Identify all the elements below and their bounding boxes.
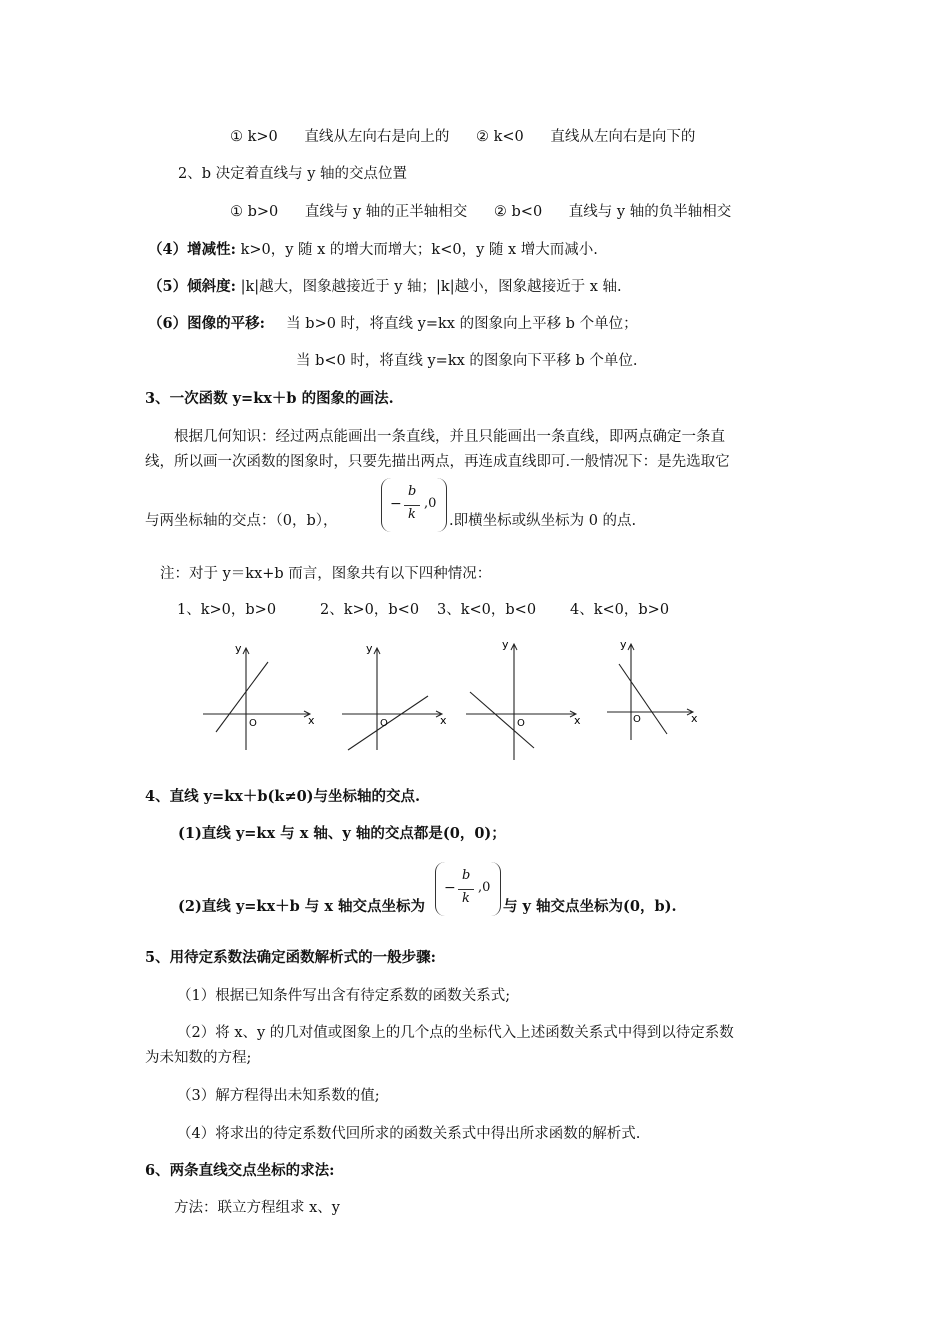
graph-case-4	[603, 634, 703, 744]
section-3-paragraph-line3-end: .即横坐标或纵坐标为 0 的点.	[449, 513, 637, 529]
property-translation-line2: 当 b<0 时，将直线 y=kx 的图象向下平移 b 个单位.	[296, 353, 638, 369]
fraction-bar	[404, 505, 420, 506]
formula-denominator: k	[408, 507, 416, 522]
origin-label: O	[633, 714, 641, 725]
section-5-step-4: （4）将求出的待定系数代回所求的函数关系式中得出所求函数的解析式.	[177, 1126, 641, 1142]
graph-case-3	[462, 634, 590, 764]
section-3-title: 3、一次函数 y=kx＋b 的图象的画法.	[145, 390, 394, 407]
formula-tail: ,0	[478, 880, 491, 895]
property-slope	[148, 277, 622, 297]
property-monotonicity	[148, 240, 598, 260]
property-translation-line1: 当 b>0 时，将直线 y=kx 的图象向上平移 b 个单位；	[286, 316, 638, 332]
property-translation-label: （6）图像的平移:	[148, 315, 265, 332]
b-positive-text: 直线与 y 轴的正半轴相交	[304, 204, 468, 220]
section-3-paragraph-line3-start: 与两坐标轴的交点：（0，b），	[145, 513, 338, 529]
section-4-item-1: (1)直线 y=kx 与 x 轴、y 轴的交点都是(0，0)；	[178, 825, 506, 842]
y-axis-label: y	[366, 642, 373, 655]
origin-label: O	[249, 718, 257, 729]
property-translation	[148, 314, 638, 334]
fraction-bar	[458, 889, 474, 890]
k-positive-text: 直线从左向右是向上的	[304, 129, 450, 145]
b-negative-label: ② b<0	[493, 204, 543, 220]
formula-numerator: b	[408, 484, 417, 499]
formula-denominator: k	[462, 891, 470, 906]
property-slope-text: |k|越大，图象越接近于 y 轴；|k|越小，图象越接近于 x 轴.	[240, 279, 622, 295]
property-monotonicity-text: k>0，y 随 x 的增大而增大；k<0，y 随 x 增大而减小.	[240, 242, 598, 258]
property-monotonicity-label: （4）增减性:	[148, 241, 236, 258]
x-axis-label: x	[440, 714, 447, 727]
function-line	[619, 664, 667, 734]
formula-numerator: b	[462, 868, 471, 883]
origin-label: O	[517, 718, 525, 729]
x-intercept-formula-1	[381, 478, 447, 532]
section-4-item-2-end: 与 y 轴交点坐标为(0，b).	[503, 898, 677, 915]
b-positive-label: ① b>0	[230, 204, 279, 220]
property-slope-label: （5）倾斜度:	[148, 278, 236, 295]
x-axis-label: x	[308, 714, 315, 727]
y-axis-label: y	[502, 638, 509, 651]
y-axis-label: y	[620, 638, 627, 651]
formula-tail: ,0	[424, 496, 437, 511]
section-5-step-2-line1: （2）将 x、y 的几对值或图象上的几个点的坐标代入上述函数关系式中得到以待定系数	[177, 1025, 734, 1041]
section-4-item-2-start: (2)直线 y=kx＋b 与 x 轴交点坐标为	[178, 898, 426, 915]
graph-case-1	[198, 638, 323, 756]
section-5-title: 5、用待定系数法确定函数解析式的一般步骤:	[145, 949, 436, 966]
section-3-paragraph-line2: 线，所以画一次函数的图象时，只要先描出两点，再连成直线即可.一般情况下：是先选取它	[145, 454, 730, 470]
graph-case-2	[338, 638, 453, 756]
section-5-step-1: （1）根据已知条件写出含有待定系数的函数关系式;	[177, 988, 511, 1004]
y-axis-label: y	[235, 642, 242, 655]
section-4-title: 4、直线 y=kx＋b(k≠0)与坐标轴的交点.	[145, 788, 421, 805]
section-5-step-2-line2: 为未知数的方程;	[145, 1050, 252, 1066]
x-axis-label: x	[574, 714, 581, 727]
case-label-1: 1、k>0，b>0	[177, 602, 277, 618]
k-negative-text: 直线从左向右是向下的	[550, 129, 696, 145]
x-intercept-formula-2	[435, 862, 501, 916]
formula-minus: −	[444, 880, 456, 896]
section-6-title: 6、两条直线交点坐标的求法:	[145, 1162, 335, 1179]
b-negative-text: 直线与 y 轴的负半轴相交	[568, 204, 732, 220]
k-positive-label: ① k>0	[230, 129, 278, 145]
formula-minus: −	[390, 496, 402, 512]
case-label-4: 4、k<0，b>0	[570, 602, 670, 618]
k-sign-line	[230, 127, 695, 147]
k-negative-label: ② k<0	[476, 129, 524, 145]
case-label-2: 2、k>0，b<0	[320, 602, 420, 618]
b-sign-line	[230, 202, 731, 222]
cases-note: 注：对于 y＝kx+b 而言，图象共有以下四种情况：	[160, 566, 492, 582]
x-axis-label: x	[691, 712, 698, 725]
function-line	[348, 696, 428, 750]
origin-label: O	[380, 718, 388, 729]
section-3-paragraph-line1: 根据几何知识：经过两点能画出一条直线，并且只能画出一条直线，即两点确定一条直	[174, 429, 725, 445]
function-line	[216, 662, 268, 732]
b-position-title: 2、b 决定着直线与 y 轴的交点位置	[178, 166, 408, 182]
case-label-3: 3、k<0，b<0	[437, 602, 537, 618]
section-6-method: 方法：联立方程组求 x、y	[174, 1200, 340, 1216]
section-5-step-3: （3）解方程得出未知系数的值;	[177, 1088, 380, 1104]
